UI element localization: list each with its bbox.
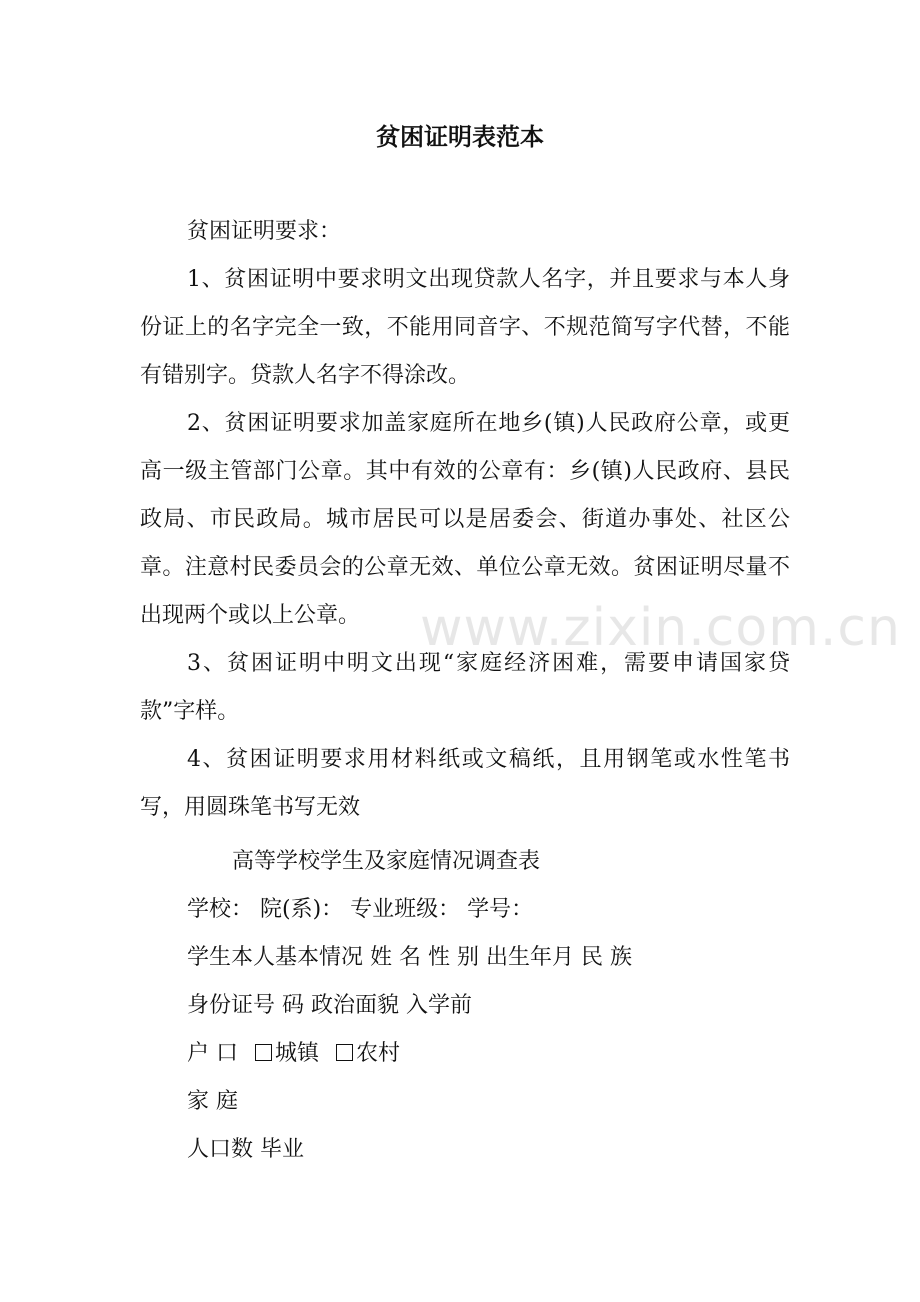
urban-option-label: 城镇 [275, 1041, 320, 1066]
requirements-section [140, 208, 790, 832]
requirement-4: 4、贫困证明要求用材料纸或文稿纸，且用钢笔或水性笔书写，用圆珠笔书写无效 [140, 747, 790, 820]
urban-checkbox-icon [255, 1044, 272, 1061]
population-line: 人口数 毕业 [187, 1137, 304, 1162]
rural-checkbox-icon [336, 1044, 353, 1061]
requirements-heading: 贫困证明要求： [187, 219, 342, 244]
hukou-label: 户 口 [187, 1041, 238, 1066]
document-title: 贫困证明表范本 [376, 122, 544, 151]
family-line: 家 庭 [187, 1089, 238, 1114]
rural-option-label: 农村 [356, 1041, 401, 1066]
survey-form [140, 838, 760, 1174]
id-line: 身份证号 码 政治面貌 入学前 [187, 993, 472, 1018]
requirement-1: 1、贫困证明中要求明文出现贷款人名字，并且要求与本人身份证上的名字完全一致，不能用同音字、不规范简写字代替，不能有错别字。贷款人名字不得涂改。 [140, 267, 790, 388]
school-line: 学校： 院(系)： 专业班级： 学号： [187, 897, 534, 922]
watermark: www.zixin.com.cn [420, 598, 901, 658]
hukou-line [140, 1030, 760, 1078]
basic-info-line: 学生本人基本情况 姓 名 性 别 出生年月 民 族 [187, 945, 632, 970]
requirement-3: 3、贫困证明中明文出现“家庭经济困难，需要申请国家贷款”字样。 [140, 651, 790, 724]
requirement-2: 2、贫困证明要求加盖家庭所在地乡(镇)人民政府公章，或更高一级主管部门公章。其中有效的公章有：乡(镇)人民政府、县民政局、市民政局。城市居民可以是居委会、街道办事处、社区公章。注意村民委员会的公章无效、单位公章无效。贫困证明尽量不出现两个或以上公章。 [140, 411, 790, 628]
form-title: 高等学校学生及家庭情况调查表 [232, 849, 541, 874]
